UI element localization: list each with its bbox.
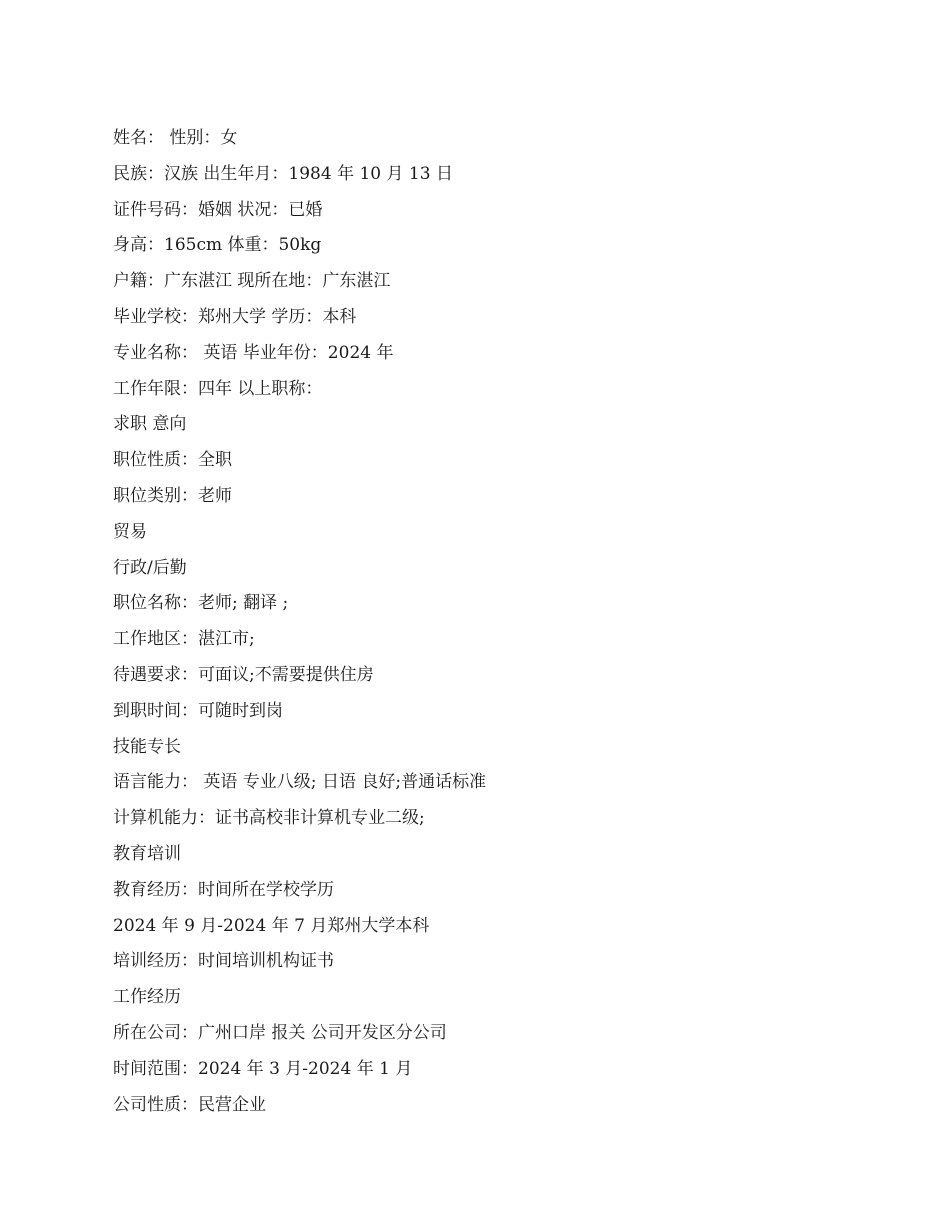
text-line: 教育经历：时间所在学校学历: [113, 879, 334, 900]
text-line: 工作地区：湛江市;: [113, 629, 255, 650]
text-line: 职位性质：全职: [113, 450, 232, 471]
section-heading: 教育培训: [113, 843, 181, 864]
section-heading: 求职 意向: [113, 414, 187, 435]
text-line: 2024 年 9 月-2024 年 7 月郑州大学本科: [113, 915, 430, 936]
text-line: 毕业学校：郑州大学 学历：本科: [113, 306, 357, 327]
section-heading: 工作经历: [113, 987, 181, 1008]
text-line: 时间范围：2024 年 3 月-2024 年 1 月: [113, 1058, 413, 1079]
text-line: 专业名称： 英语 毕业年份：2024 年: [113, 342, 394, 363]
text-line: 民族：汉族 出生年月：1984 年 10 月 13 日: [113, 163, 453, 184]
text-line: 所在公司：广州口岸 报关 公司开发区分公司: [113, 1022, 447, 1043]
text-line: 待遇要求：可面议;不需要提供住房: [113, 664, 374, 685]
text-line: 培训经历：时间培训机构证书: [113, 951, 334, 972]
text-line: 计算机能力：证书高校非计算机专业二级;: [113, 808, 425, 829]
text-line: 到职时间：可随时到岗: [113, 700, 283, 721]
text-line: 证件号码：婚姻 状况：已婚: [113, 199, 323, 220]
text-line: 户籍：广东湛江 现所在地：广东湛江: [113, 271, 391, 292]
text-line: 工作年限：四年 以上职称：: [113, 378, 323, 399]
text-line: 职位类别：老师: [113, 485, 232, 506]
text-line: 姓名： 性别：女: [113, 128, 238, 148]
text-line: 语言能力： 英语 专业八级; 日语 良好;普通话标准: [113, 772, 487, 793]
section-heading: 技能专长: [113, 736, 181, 757]
text-line: 行政/后勤: [113, 557, 187, 578]
text-line: 贸易: [113, 521, 147, 542]
text-line: 公司性质：民营企业: [113, 1094, 266, 1115]
text-line: 身高：165cm 体重：50kg: [113, 235, 322, 256]
resume-document: [113, 121, 893, 1123]
text-line: 职位名称：老师; 翻译 ;: [113, 593, 289, 614]
